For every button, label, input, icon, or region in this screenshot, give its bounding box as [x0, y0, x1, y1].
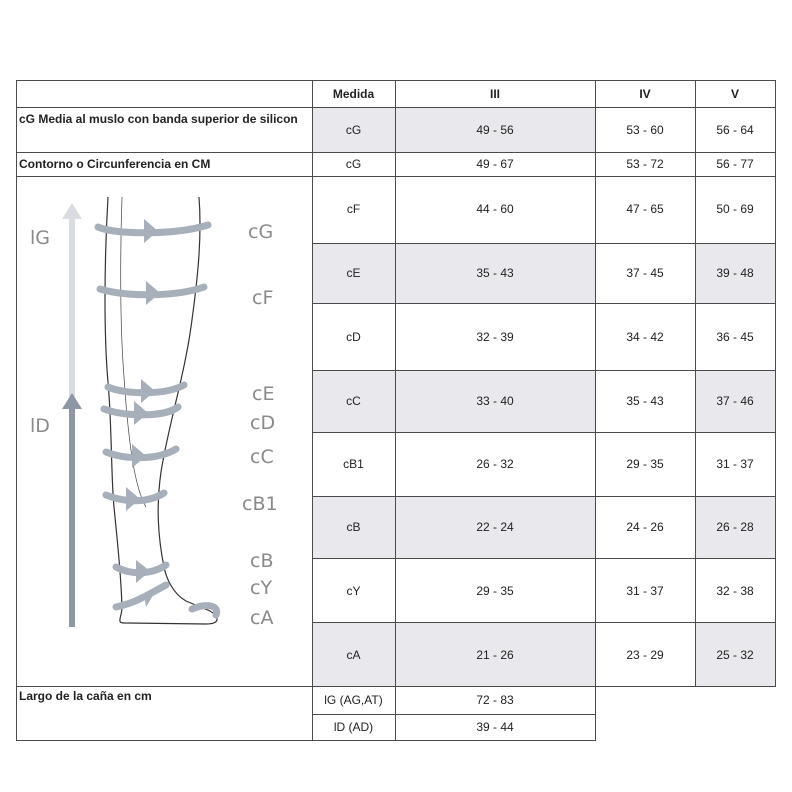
row-value: 53 - 60: [626, 123, 664, 137]
diagram-point-cg: cG: [248, 221, 274, 243]
row-code: cD: [346, 330, 361, 344]
length-code: lG (AG,AT): [324, 693, 383, 707]
row-value: 33 - 40: [476, 394, 514, 408]
row-value: 36 - 45: [716, 330, 754, 344]
row-value: 44 - 60: [476, 202, 514, 216]
header-size-iii: III: [489, 87, 500, 101]
row-code: cA: [346, 648, 361, 662]
row-value: 37 - 46: [716, 394, 754, 408]
row-value: 29 - 35: [476, 584, 514, 598]
row-value: 56 - 77: [716, 157, 754, 171]
length-value: 72 - 83: [476, 693, 514, 707]
row-value: 56 - 64: [716, 123, 754, 137]
row-value: 50 - 69: [716, 202, 754, 216]
diagram-length-ld: lD: [30, 415, 50, 437]
row-label-circumference: Contorno o Circunferencia en CM: [19, 157, 211, 171]
row-value: 26 - 28: [716, 520, 754, 534]
row-value: 47 - 65: [626, 202, 664, 216]
row-label-thigh: cG Media al muslo con banda superior de silicon: [19, 112, 298, 126]
length-value: 39 - 44: [476, 720, 514, 734]
diagram-point-ce: cE: [252, 383, 275, 405]
row-value: 29 - 35: [626, 457, 664, 471]
length-code: lD (AD): [333, 720, 374, 734]
diagram-length-lg: lG: [30, 227, 51, 249]
diagram-point-cd: cD: [250, 412, 276, 434]
row-value: 49 - 56: [476, 123, 514, 137]
row-value: 23 - 29: [626, 648, 664, 662]
row-code: cF: [346, 202, 361, 216]
row-code: cE: [346, 266, 361, 280]
row-code: cC: [346, 394, 361, 408]
row-value: 25 - 32: [716, 648, 754, 662]
row-value: 31 - 37: [716, 457, 754, 471]
row-value: 32 - 39: [476, 330, 514, 344]
row-code: cG: [345, 123, 362, 137]
diagram-point-cc: cC: [250, 446, 274, 468]
row-value: 35 - 43: [626, 394, 664, 408]
row-value: 26 - 32: [476, 457, 514, 471]
row-value: 49 - 67: [476, 157, 514, 171]
row-value: 32 - 38: [716, 584, 754, 598]
row-value: 21 - 26: [476, 648, 514, 662]
header-size-iv: IV: [639, 87, 651, 101]
row-code: cB1: [343, 457, 364, 471]
row-value: 53 - 72: [626, 157, 664, 171]
diagram-point-cf: cF: [252, 287, 274, 309]
row-code: cG: [345, 157, 362, 171]
header-measure: Medida: [332, 87, 375, 101]
row-code: cB: [346, 520, 361, 534]
length-label: Largo de la caña en cm: [19, 689, 152, 703]
row-value: 34 - 42: [626, 330, 664, 344]
header-size-v: V: [730, 87, 739, 101]
row-value: 39 - 48: [716, 266, 754, 280]
row-value: 37 - 45: [626, 266, 664, 280]
diagram-point-cb: cB: [250, 550, 274, 572]
row-value: 24 - 26: [626, 520, 664, 534]
diagram-point-cb1: cB1: [242, 493, 278, 515]
row-value: 22 - 24: [476, 520, 514, 534]
row-value: 35 - 43: [476, 266, 514, 280]
diagram-point-cy: cY: [250, 577, 273, 599]
row-value: 31 - 37: [626, 584, 664, 598]
row-code: cY: [346, 584, 361, 598]
diagram-point-ca: cA: [250, 607, 274, 629]
leg-diagram: [16, 177, 312, 686]
